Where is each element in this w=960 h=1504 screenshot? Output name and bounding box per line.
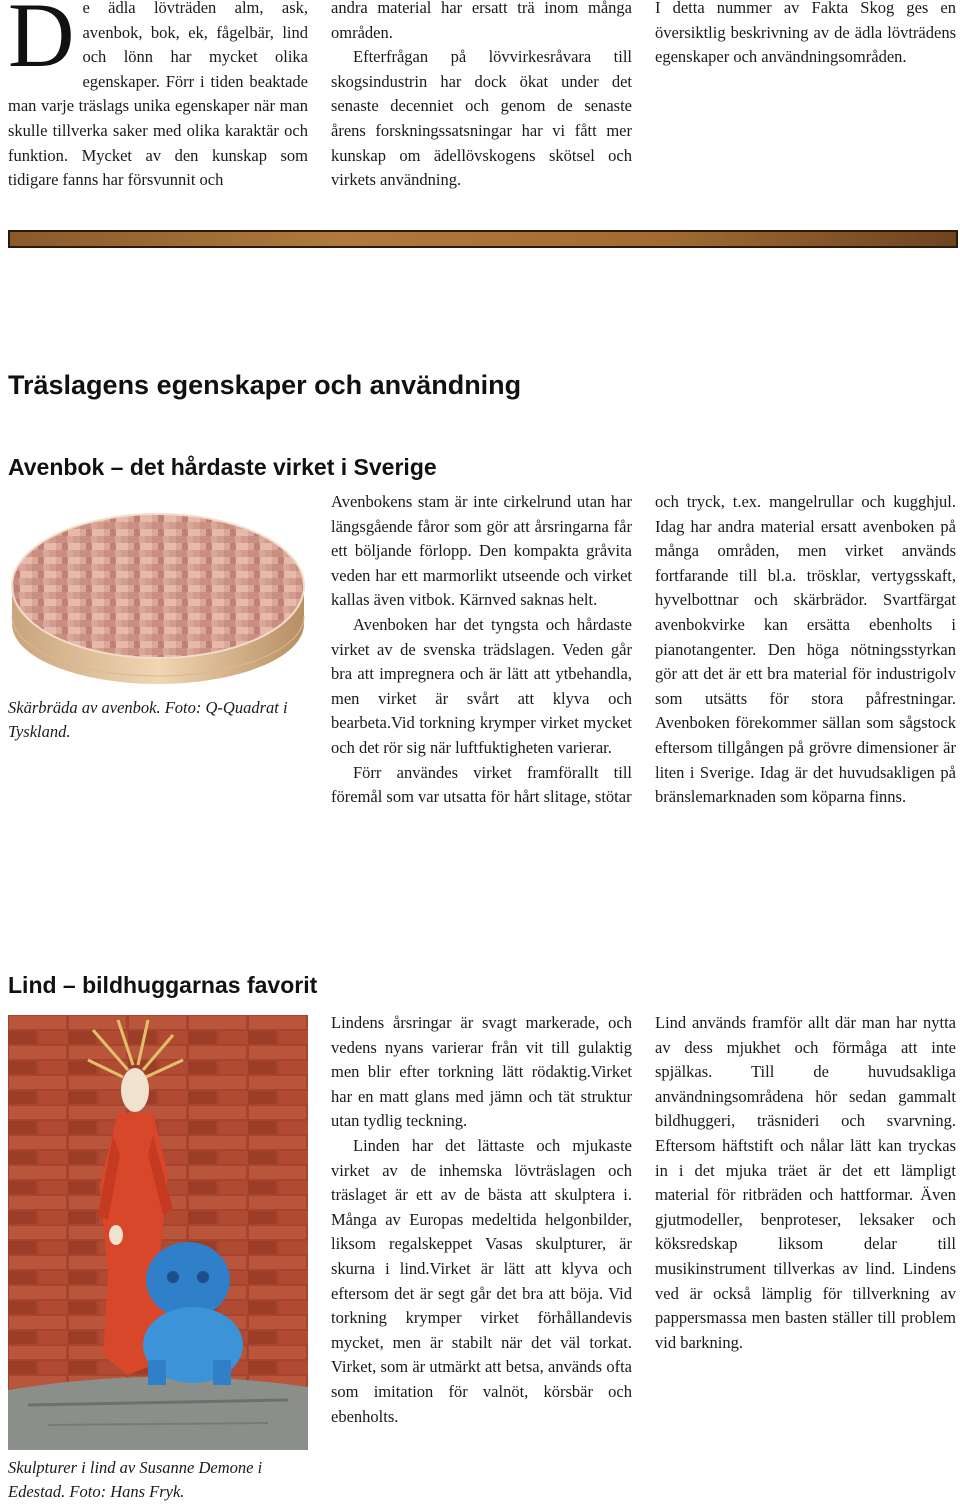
lind-heading: Lind – bildhuggarnas favorit [8, 972, 318, 998]
section-divider-bar [8, 230, 958, 248]
avenbok-paragraph-2: Avenboken har det tyngsta och hårdaste virket av de svenska trädslagen. Veden går bra att impregnera och är lätt att ytbehandla, men virket är svårt att klyva och bearbeta.Vid torkning krymper virket mycket och det rör sig när luftfuktigheten varierar. [331, 614, 632, 757]
intro-paragraph-2b: Efterfrågan på lövvirkesråvara till skogsindustrin har dock ökat under det senaste decenniet och genom de senaste årens forskningssatsningar har vi fått mer kunskap om ädellövskogens skötsel och virkets användning. [331, 47, 632, 190]
cutting-board-illustration [8, 494, 308, 688]
intro-text-1: e ädla lövträden alm, ask, avenbok, bok, ek, fågelbär, lind och lönn har mycket olika egenskaper. Förr i tiden beaktade man varje träslags unika egenskaper när man skulle tillverka saker med olika karaktär och funktion. Mycket av den kunskap som tidigare fanns har försvunnit och [8, 0, 308, 190]
avenbok-column-2 [331, 490, 632, 810]
cutting-board-photo [8, 494, 308, 688]
drop-cap: D [8, 0, 75, 86]
intro-column-3 [655, 0, 956, 70]
avenbok-paragraph-3: Förr användes virket framförallt till föremål som var utsatta för hårt slitage, stötar [331, 762, 632, 807]
avenbok-photo-caption: Skärbräda av avenbok. Foto: Q-Quadrat i Tyskland. [8, 698, 288, 741]
lind-column-2 [331, 1011, 632, 1429]
lind-paragraph-2: Linden har det lättaste och mjukaste virket av de inhemska lövträslagen och träslaget är ett av de bästa att skulptera i. Många av Europas medeltida helgonbilder, liksom regalskeppet Vasas skulpturer, är skurna i lind.Virket är lätt att klyva och eftersom det är segt går det bra att böja. Vid torkning krymper virket förhållandevis mycket, men är stabilt när det väl torkat. Virket, som är utmärkt att betsa, används ofta som imitation för valnöt, körsbär och ebenholts. [331, 1135, 632, 1426]
intro-paragraph-3: I detta nummer av Fakta Skog ges en översiktlig beskrivning av de ädla lövträdens egenskaper och användningsområden. [655, 0, 956, 67]
lind-column-3 [655, 1011, 956, 1355]
lind-paragraph-3: Lind används framför allt där man har nytta av dess mjukhet och förmåga att inte spjälkas. Till de huvudsakliga användningsområdena hör sedan gammalt bildhuggeri, träsnideri och svarvning. Eftersom häftstift och nålar lätt kan tryckas in i det mjuka träet är det ett lämpligt material för ritbräden och hattformar. Även gjutmodeller, benproteser, leksaker och köksredskap liksom delar till musikinstrument tillverkas av lind. Lindens ved är också lämplig för tillverkning av pappersmassa men basten ställer till problem vid barkning. [655, 1013, 956, 1352]
sculpture-photo [8, 1015, 308, 1450]
avenbok-column-3 [655, 490, 956, 810]
sculpture-illustration [8, 1015, 308, 1450]
avenbok-heading: Avenbok – det hårdaste virket i Sverige [8, 454, 437, 480]
lind-photo-caption: Skulpturer i lind av Susanne Demone i Edestad. Foto: Hans Fryk. [8, 1458, 263, 1501]
main-heading: Träslagens egenskaper och användning [8, 370, 522, 400]
lind-paragraph-1: Lindens årsringar är svagt markerade, och vedens nyans varierar från vit till gulaktig men blir efter torkning lätt rödaktig.Virket har en matt glans med jämn och tät struktur utan tydlig teckning. [331, 1013, 632, 1131]
avenbok-paragraph-4: och tryck, t.ex. mangelrullar och kugghjul. Idag har andra material ersatt avenboken på många områden, men virket används fortfarande till bl.a. trösklar, vertygsskaft, hyvelbottnar och skärbrädor. Svartfärgat avenbokvirke kan ersätta ebenholts i pianotangenter. Den höga nötningsstyrkan gör att det är ett bra material för industrigolv som utsätts för stora påfrestningar. Avenboken förekommer sällan som sågstock eftersom tillgången på grövre dimensioner är liten i Sverige. Idag är det huvudsakligen på bränslemarknaden som köparna finns. [655, 492, 956, 807]
intro-paragraph-2a: andra material har ersatt trä inom många områden. [331, 0, 632, 42]
intro-column-1 [8, 0, 308, 193]
intro-column-2 [331, 0, 632, 193]
avenbok-paragraph-1: Avenbokens stam är inte cirkelrund utan har längsgående fåror som gör att årsringarna får ett böljande förlopp. Den kompakta gråvita veden har ett marmorlikt utseende och virket kallas även vitbok. Kärnved saknas helt. [331, 492, 632, 610]
